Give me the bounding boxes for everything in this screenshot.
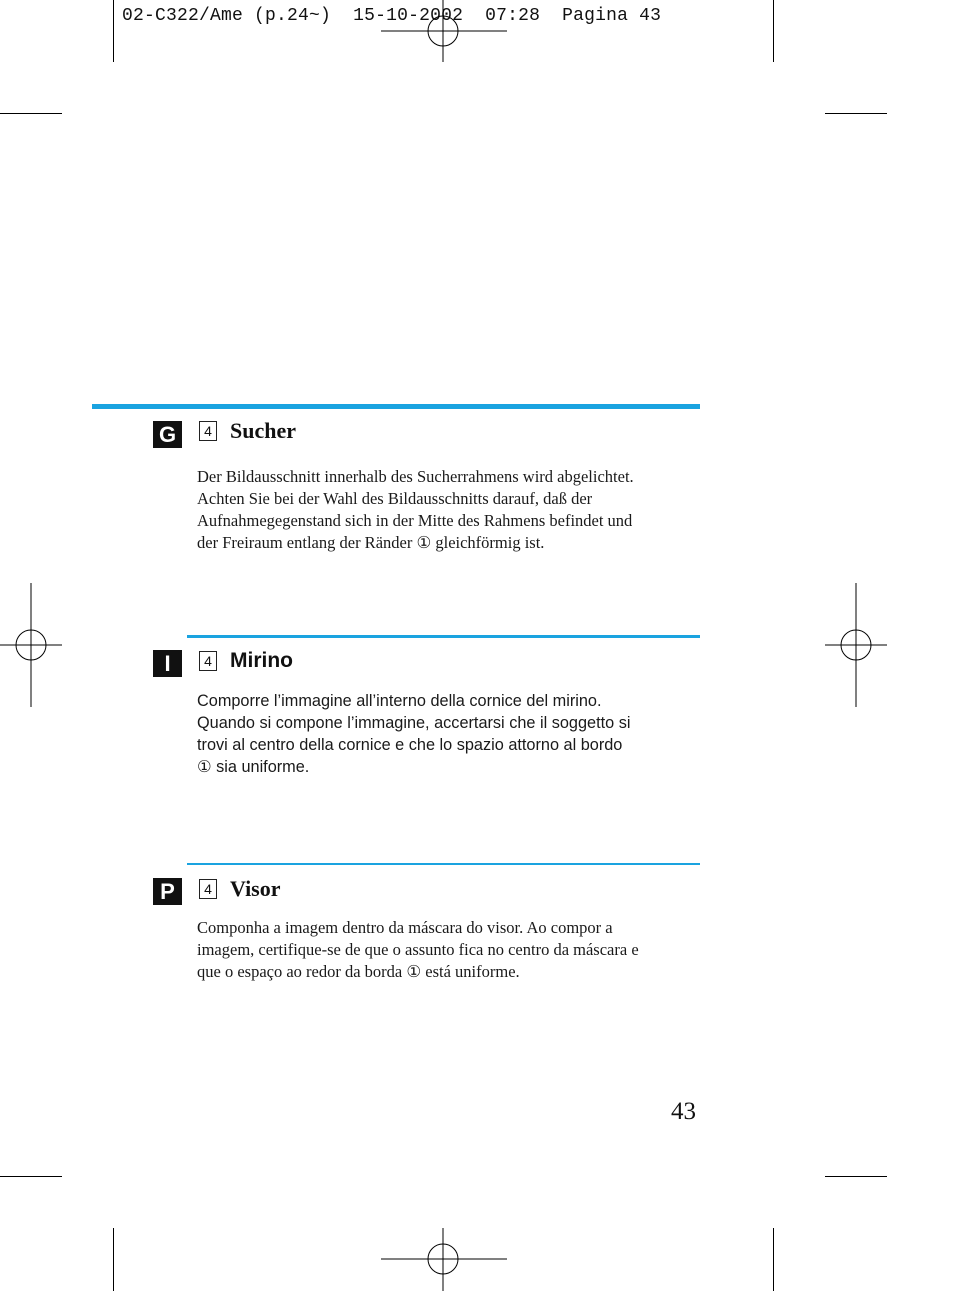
language-badge-portuguese: P bbox=[153, 878, 182, 905]
body-line: Achten Sie bei der Wahl des Bildausschnitts darauf, daß der bbox=[197, 489, 593, 508]
crop-mark-bottom-right-horizontal bbox=[825, 1176, 887, 1177]
header-job: 02-C322/Ame bbox=[122, 6, 244, 26]
crop-mark-top-right-horizontal bbox=[825, 113, 887, 114]
header-date: 15-10-2002 bbox=[353, 6, 464, 26]
crop-mark-top-left-horizontal bbox=[0, 113, 62, 114]
section-title-italian: Mirino bbox=[230, 649, 293, 672]
body-line: Quando si compone l’immagine, accertarsi che il soggetto si bbox=[197, 714, 631, 732]
crop-mark-top-left-vertical bbox=[113, 0, 114, 62]
section-rule-italian bbox=[187, 635, 700, 638]
section-body-italian bbox=[197, 690, 697, 778]
body-line: imagem, certifique-se de que o assunto fica no centro da máscara e bbox=[197, 940, 639, 959]
section-body-german bbox=[197, 466, 697, 554]
page-number: 43 bbox=[671, 1098, 696, 1125]
body-line: trovi al centro della cornice e che lo spazio attorno al bordo bbox=[197, 736, 623, 754]
registration-mark-top bbox=[381, 0, 507, 62]
body-line: Comporre l’immagine all’interno della cornice del mirino. bbox=[197, 692, 602, 710]
language-badge-italian: I bbox=[153, 650, 182, 677]
body-line: der Freiraum entlang der Ränder ① gleichförmig ist. bbox=[197, 533, 545, 552]
registration-mark-right bbox=[825, 583, 887, 707]
registration-mark-left bbox=[0, 583, 62, 707]
step-number-box: 4 bbox=[199, 421, 217, 441]
section-body-portuguese bbox=[197, 917, 697, 983]
body-line: Der Bildausschnitt innerhalb des Sucherrahmens wird abgelichtet. bbox=[197, 467, 634, 486]
crop-mark-top-right-vertical bbox=[773, 0, 774, 62]
body-line: Componha a imagem dentro da máscara do visor. Ao compor a bbox=[197, 918, 613, 937]
body-line: ① sia uniforme. bbox=[197, 758, 310, 776]
step-number-box: 4 bbox=[199, 651, 217, 671]
language-badge-german: G bbox=[153, 421, 182, 448]
crop-mark-bottom-left-vertical bbox=[113, 1228, 114, 1291]
crop-mark-bottom-right-vertical bbox=[773, 1228, 774, 1291]
section-title-portuguese: Visor bbox=[230, 876, 281, 901]
crop-mark-bottom-left-horizontal bbox=[0, 1176, 62, 1177]
header-pages: (p.24~) bbox=[254, 6, 332, 26]
header-page-label: Pagina 43 bbox=[562, 6, 662, 26]
body-line: que o espaço ao redor da borda ① está uniforme. bbox=[197, 962, 520, 981]
body-line: Aufnahmegegenstand sich in der Mitte des Rahmens befindet und bbox=[197, 511, 633, 530]
section-rule-german bbox=[92, 404, 700, 409]
section-title-german: Sucher bbox=[230, 418, 296, 443]
registration-mark-bottom bbox=[381, 1228, 507, 1291]
step-number-box: 4 bbox=[199, 879, 217, 899]
section-rule-portuguese bbox=[187, 863, 700, 865]
header-time: 07:28 bbox=[485, 6, 541, 26]
